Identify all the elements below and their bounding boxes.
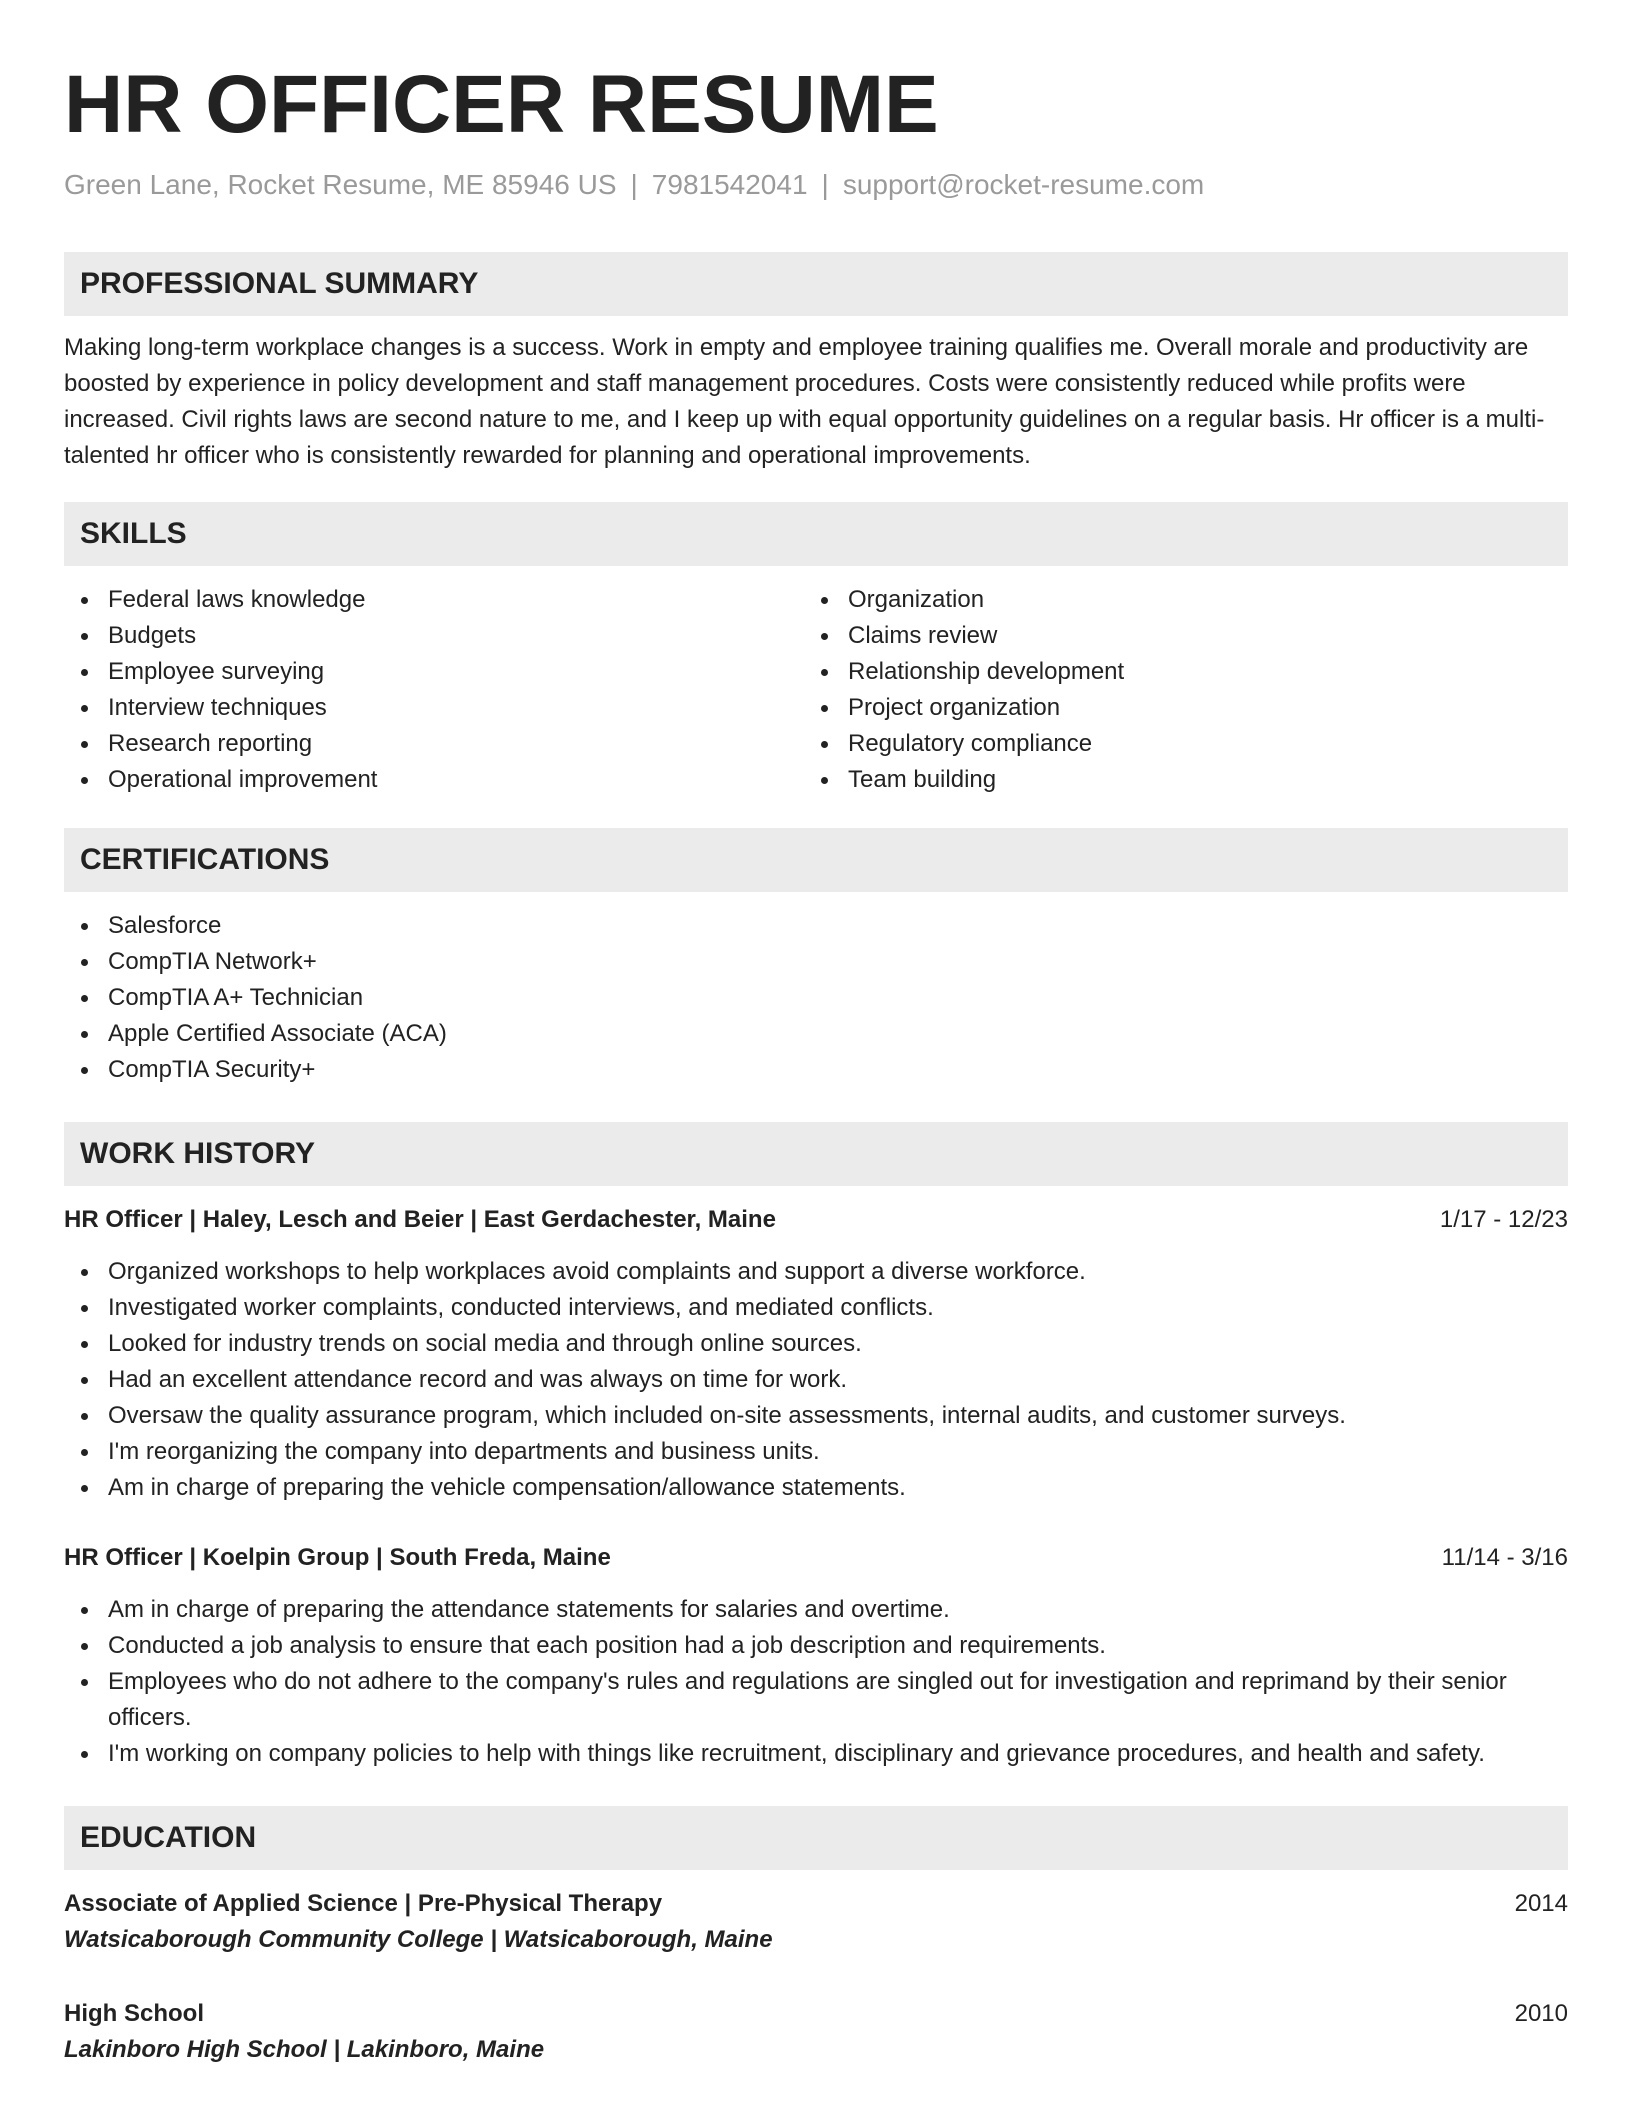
job-title: HR Officer | Koelpin Group | South Freda, Maine xyxy=(64,1543,611,1571)
certification-item: Salesforce xyxy=(64,908,1568,944)
skill-item: Organization xyxy=(804,582,1544,618)
job-bullet: Had an excellent attendance record and was always on time for work. xyxy=(64,1362,1568,1398)
section-header-work-history: WORK HISTORY xyxy=(64,1122,1568,1186)
job-entry xyxy=(64,1540,1568,1772)
job-bullets xyxy=(64,1592,1568,1772)
certification-item: CompTIA Network+ xyxy=(64,944,1568,980)
section-header-skills: SKILLS xyxy=(64,502,1568,566)
contact-separator: | xyxy=(821,169,829,200)
job-title: HR Officer | Haley, Lesch and Beier | East Gerdachester, Maine xyxy=(64,1205,776,1233)
certifications-list xyxy=(64,908,1568,1088)
contact-separator: | xyxy=(630,169,638,200)
skill-item: Operational improvement xyxy=(64,762,804,798)
skill-item: Employee surveying xyxy=(64,654,804,690)
education-school: Lakinboro High School | Lakinboro, Maine xyxy=(64,2035,545,2063)
job-bullet: Looked for industry trends on social media and through online sources. xyxy=(64,1326,1568,1362)
skill-item: Interview techniques xyxy=(64,690,804,726)
education-entry xyxy=(64,1886,1568,1958)
job-dates: 1/17 - 12/23 xyxy=(1439,1205,1568,1233)
contact-phone: 7981542041 xyxy=(651,169,808,200)
contact-address: Green Lane, Rocket Resume, ME 85946 US xyxy=(64,169,617,200)
education-header xyxy=(64,1996,1568,2032)
job-dates: 11/14 - 3/16 xyxy=(1441,1543,1568,1571)
education-header xyxy=(64,1886,1568,1922)
job-bullet: I'm reorganizing the company into departments and business units. xyxy=(64,1434,1568,1470)
skill-item: Project organization xyxy=(804,690,1544,726)
education-degree: Associate of Applied Science | Pre-Physical Therapy xyxy=(64,1889,663,1917)
job-bullet: Investigated worker complaints, conducted interviews, and mediated conflicts. xyxy=(64,1290,1568,1326)
skills-column-left xyxy=(64,582,804,798)
job-header xyxy=(64,1540,1568,1576)
job-bullet: Employees who do not adhere to the company's rules and regulations are singled out for investigation and reprimand by their senior officers. xyxy=(64,1664,1568,1736)
skill-item: Regulatory compliance xyxy=(804,726,1544,762)
contact-email: support@rocket-resume.com xyxy=(842,169,1205,200)
section-header-certifications: CERTIFICATIONS xyxy=(64,828,1568,892)
job-bullets xyxy=(64,1254,1568,1506)
education-entry xyxy=(64,1996,1568,2068)
contact-line xyxy=(64,168,1568,202)
job-bullet: Organized workshops to help workplaces avoid complaints and support a diverse workforce. xyxy=(64,1254,1568,1290)
job-bullet: Oversaw the quality assurance program, which included on-site assessments, internal audits, and customer surveys. xyxy=(64,1398,1568,1434)
section-header-education: EDUCATION xyxy=(64,1806,1568,1870)
section-header-summary: PROFESSIONAL SUMMARY xyxy=(64,252,1568,316)
job-bullet: I'm working on company policies to help with things like recruitment, disciplinary and grievance procedures, and health and safety. xyxy=(64,1736,1568,1772)
job-bullet: Conducted a job analysis to ensure that each position had a job description and requirements. xyxy=(64,1628,1568,1664)
skill-item: Claims review xyxy=(804,618,1544,654)
education-year: 2010 xyxy=(1514,1999,1568,2027)
skills-column-right xyxy=(804,582,1544,798)
certification-item: Apple Certified Associate (ACA) xyxy=(64,1016,1568,1052)
job-bullet: Am in charge of preparing the attendance statements for salaries and overtime. xyxy=(64,1592,1568,1628)
education-degree: High School xyxy=(64,1999,204,2027)
certification-item: CompTIA Security+ xyxy=(64,1052,1568,1088)
skill-item: Budgets xyxy=(64,618,804,654)
skill-item: Research reporting xyxy=(64,726,804,762)
skills-grid xyxy=(64,582,1568,798)
certification-item: CompTIA A+ Technician xyxy=(64,980,1568,1016)
skill-item: Relationship development xyxy=(804,654,1544,690)
job-header xyxy=(64,1202,1568,1238)
skill-item: Team building xyxy=(804,762,1544,798)
skill-item: Federal laws knowledge xyxy=(64,582,804,618)
resume-title: HR OFFICER RESUME xyxy=(64,59,939,150)
job-entry xyxy=(64,1202,1568,1506)
job-bullet: Am in charge of preparing the vehicle compensation/allowance statements. xyxy=(64,1470,1568,1506)
summary-text: Making long-term workplace changes is a success. Work in empty and employee training qualifies me. Overall morale and productivity are boosted by experience in policy development and staff management procedures. Costs were consistently reduced while profits were increased. Civil rights laws are second nature to me, and I keep up with equal opportunity guidelines on a regular basis. Hr officer is a multi-talented hr officer who is consistently rewarded for planning and operational improvements. xyxy=(64,333,1545,469)
education-school: Watsicaborough Community College | Watsicaborough, Maine xyxy=(64,1925,773,1953)
education-year: 2014 xyxy=(1514,1889,1568,1917)
